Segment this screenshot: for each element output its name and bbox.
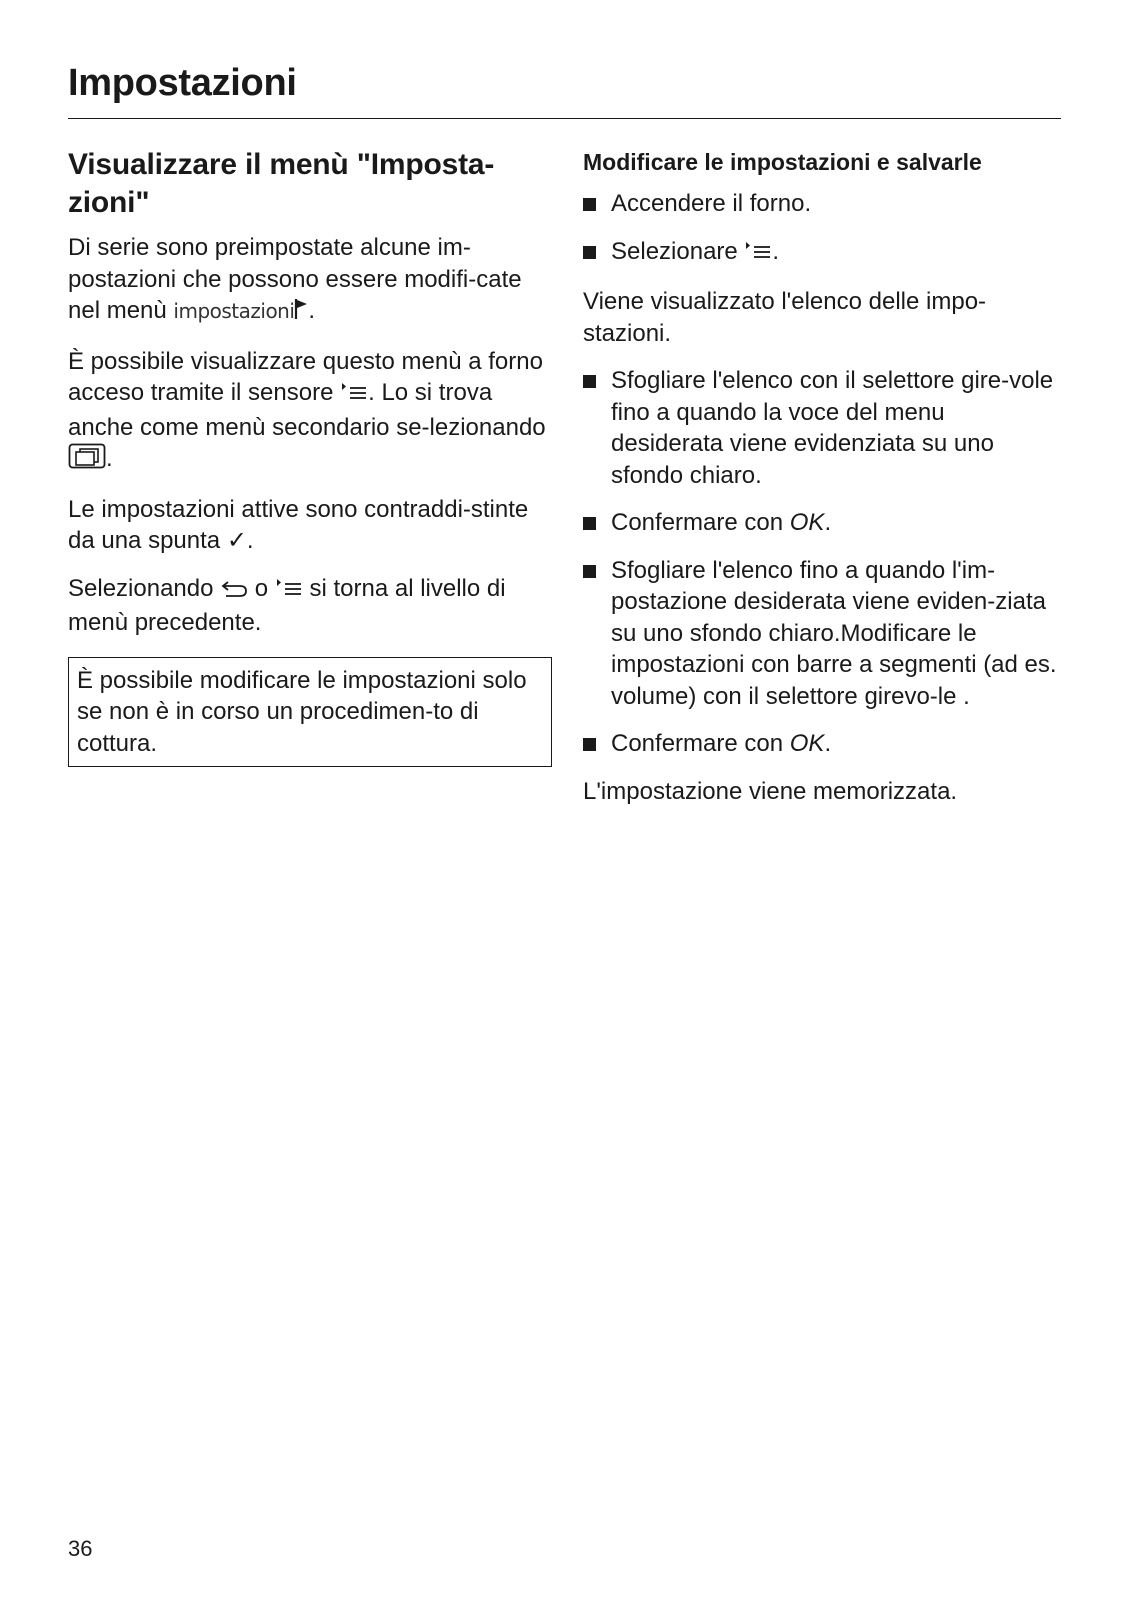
paragraph-access-text: È possibile visualizzare questo menù a forno acceso tramite il sensore	[68, 347, 543, 406]
step-item	[583, 507, 1063, 539]
paragraph-active-text: Le impostazioni attive sono contraddi-stinte da una spunta	[68, 495, 529, 554]
right-column	[583, 146, 1063, 823]
section-heading-view-menu	[68, 146, 552, 222]
step-text-end: .	[772, 237, 780, 265]
step-item	[583, 188, 1063, 220]
paragraph-active-end: .	[246, 527, 254, 554]
step-text: Confermare con	[611, 730, 790, 757]
step-text: Confermare con	[611, 509, 790, 536]
paragraph-back-text: Selezionando	[68, 574, 221, 602]
step-item	[583, 728, 1063, 760]
menu-list-icon	[275, 576, 303, 608]
sub-heading-modify-settings: Modificare le impostazioni e salvarle	[583, 149, 982, 175]
bullet-square-icon	[583, 198, 596, 211]
flag-icon	[294, 297, 308, 330]
bullet-square-icon	[583, 517, 596, 530]
paragraph-back-or: o	[248, 574, 275, 602]
paragraph-saved: L'impostazione viene memorizzata.	[583, 777, 958, 805]
paragraph-presets	[68, 232, 552, 330]
page-number: 36	[68, 1536, 93, 1561]
paragraph-back-end: si torna al livello di menù precedente.	[68, 574, 506, 636]
title-divider	[68, 118, 1061, 119]
steps-list-2	[583, 365, 1063, 760]
paragraph-list-shown: Viene visualizzato l'elenco delle impo-stazioni.	[583, 288, 987, 347]
step-item	[583, 236, 1063, 271]
window-stack-icon	[68, 443, 106, 478]
menu-list-icon	[744, 239, 772, 271]
paragraph-back	[68, 573, 552, 639]
paragraph-access	[68, 346, 552, 478]
steps-list-1	[583, 188, 1063, 270]
paragraph-access-mid: . Lo si trova anche come menù secondario se-lezionando	[68, 379, 546, 441]
step-item	[583, 555, 1063, 713]
section-heading-line1: Visualizzare il menù "Imposta-	[68, 148, 495, 181]
ok-label: OK	[789, 509, 825, 536]
paragraph-access-end: .	[106, 445, 113, 472]
section-heading-line2: zioni"	[68, 186, 150, 219]
paragraph-presets-text: Di serie sono preimpostate alcune im-postazioni che possono essere modifi-cate nel menù	[68, 234, 522, 324]
left-column	[68, 146, 552, 767]
step-text-end: .	[824, 509, 832, 536]
step-text: Selezionare	[611, 237, 745, 265]
checkmark-icon: ✓	[226, 527, 247, 554]
paragraph-active-settings	[68, 494, 552, 557]
paragraph-presets-end: .	[308, 297, 316, 324]
ok-label: OK	[789, 730, 825, 757]
bullet-square-icon	[583, 375, 596, 388]
step-text: Sfogliare l'elenco con il selettore gire-vole fino a quando la voce del menu desiderata viene evidenziata su uno sfondo chiaro.	[611, 367, 1054, 489]
bullet-square-icon	[583, 565, 596, 578]
page-title: Impostazioni	[68, 62, 297, 104]
notice-box: È possibile modificare le impostazioni solo se non è in corso un procedimen-to di cottura.	[68, 657, 552, 768]
step-item	[583, 365, 1063, 491]
settings-menu-label: impostazioni	[173, 299, 295, 323]
bullet-square-icon	[583, 246, 596, 259]
back-arrow-icon	[220, 576, 248, 608]
step-text: Sfogliare l'elenco fino a quando l'im-postazione desiderata viene eviden-ziata su uno sfondo chiaro.Modificare le impostazioni con barre a segmenti (ad es. volume) con il selettore girevo-le .	[611, 556, 1057, 710]
bullet-square-icon	[583, 738, 596, 751]
menu-list-icon	[340, 380, 368, 412]
step-text: Accendere il forno.	[611, 190, 812, 217]
step-text-end: .	[824, 730, 832, 757]
